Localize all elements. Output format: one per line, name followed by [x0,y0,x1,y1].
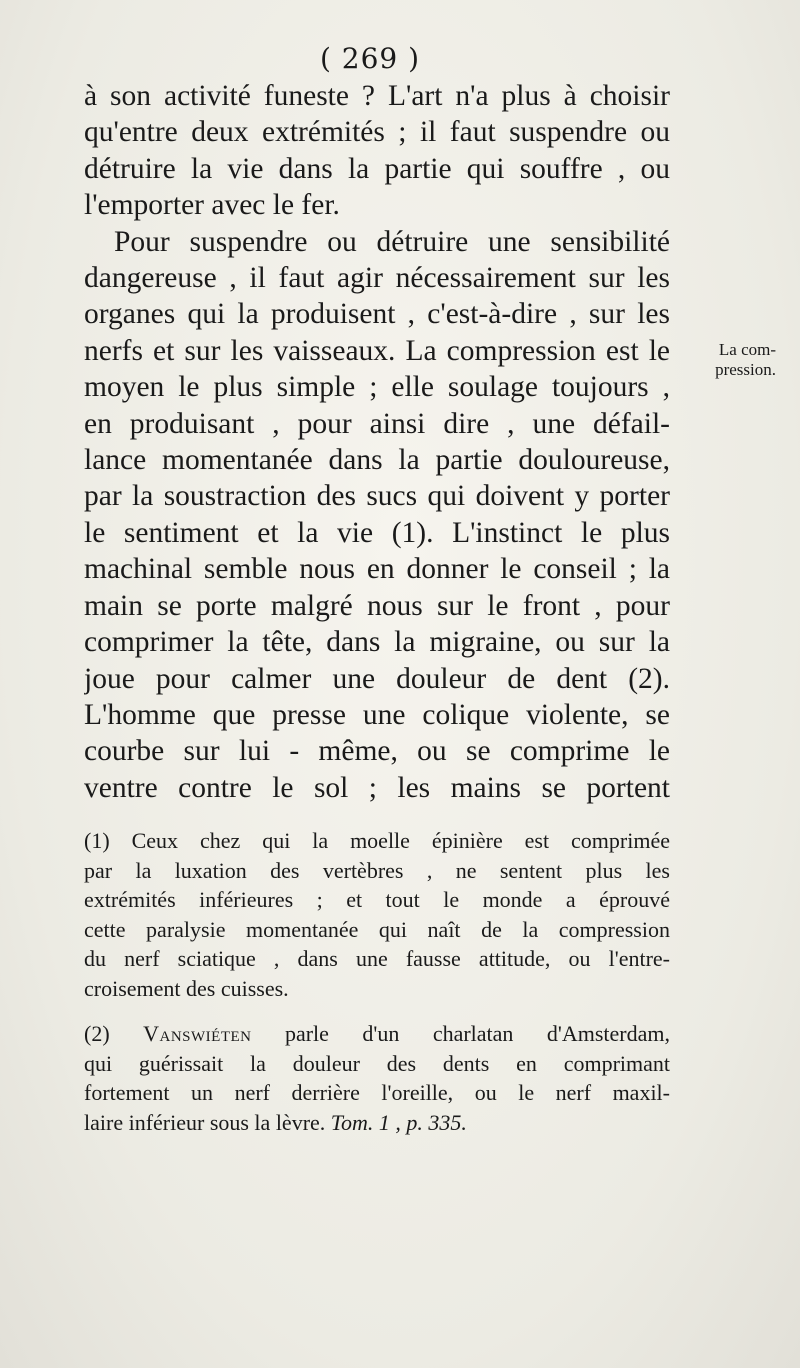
text-line: main se porte malgré nous sur le front , pour [84,589,670,622]
footnote-line: qui guérissait la douleur des dents en comprimant [84,1050,670,1076]
text-line: le sentiment et la vie (1). L'instinct le plus [84,516,670,549]
text-line: l'emporter avec le fer. [84,189,340,222]
footnote-1 [84,826,670,1003]
footnotes [84,826,670,1153]
main-text [84,78,670,806]
text-line: qu'entre deux extrémités ; il faut suspendre ou [84,116,670,149]
author-name: Vanswiéten [143,1021,252,1046]
footnote-text: parle d'un charlatan d'Amsterdam, [251,1021,670,1046]
text-line: détruire la vie dans la partie qui souffre , ou [84,152,670,185]
footnote-2 [84,1019,670,1137]
page-number: ( 269 ) [319,42,421,75]
footnote-line [84,1019,670,1049]
footnote-line: extrémités inférieures ; et tout le monde a éprouvé [84,887,670,912]
text-line: machinal semble nous en donner le conseil ; la [84,553,670,586]
footnote-line: croisement des cuisses. [84,975,289,1001]
text-line: lance momentanée dans la partie douloureuse, [84,444,670,477]
citation: Tom. 1 , p. 335. [330,1109,467,1135]
footnote-line: du nerf sciatique , dans une fausse attitude, ou l'entre- [84,946,670,971]
text-line: joue pour calmer une douleur de dent (2). [84,662,670,695]
text-line: par la soustraction des sucs qui doivent y porter [84,480,670,513]
text-line: moyen le plus simple ; elle soulage toujours , [84,371,670,404]
text-line: en produisant , pour ainsi dire , une défail- [84,407,670,440]
margin-note-line: pression. [715,360,776,379]
footnote-line: cette paralysie momentanée qui naît de la compression [84,916,670,942]
text-line: ventre contre le sol ; les mains se portent [84,771,670,804]
margin-note-line: La com- [718,340,776,359]
footnote-text: laire inférieur sous la lèvre. [84,1109,331,1135]
text-line: nerfs et sur les vaisseaux. La compression est le [84,334,670,367]
text-line: Pour suspendre ou détruire une sensibilité [114,225,670,258]
margin-note [676,340,776,380]
footnote-line [84,1108,670,1138]
text-line: comprimer la tête, dans la migraine, ou sur la [84,626,670,659]
text-line: à son activité funeste ? L'art n'a plus à choisir [84,80,670,112]
footnote-line: par la luxation des vertèbres , ne sentent plus les [84,857,670,883]
text-line: courbe sur lui - même, ou se comprime le [84,735,670,768]
footnote-marker: (2) [84,1021,144,1046]
footnote-line: fortement un nerf derrière l'oreille, ou le nerf maxil- [84,1080,670,1105]
footnote-line: (1) Ceux chez qui la moelle épinière est comprimée [84,828,670,853]
text-line: dangereuse , il faut agir nécessairement sur les [84,262,670,295]
text-line: L'homme que presse une colique violente, se [84,698,670,731]
text-line: organes qui la produisent , c'est-à-dire , sur les [84,298,670,331]
